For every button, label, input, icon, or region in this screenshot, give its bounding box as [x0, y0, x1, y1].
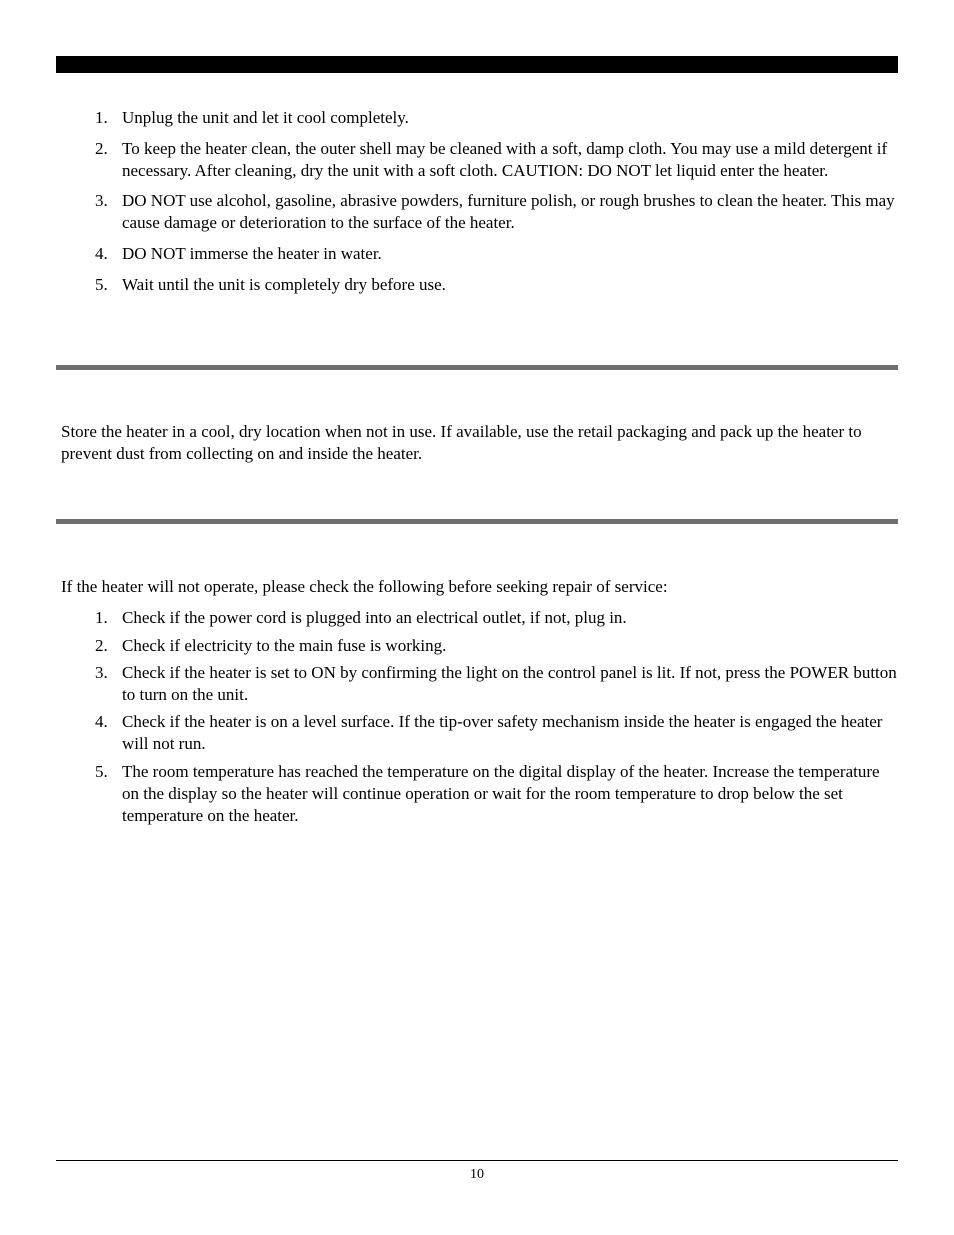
list-number: 3. — [95, 663, 108, 682]
list-text: Check if electricity to the main fuse is working. — [122, 636, 447, 655]
list-text: DO NOT immerse the heater in water. — [122, 244, 382, 263]
list-number: 1. — [95, 608, 108, 627]
troubleshooting-list — [0, 607, 900, 827]
section-header-bar — [56, 56, 898, 73]
list-item — [0, 138, 900, 182]
list-item — [0, 190, 900, 234]
list-item — [0, 761, 900, 827]
list-number: 4. — [95, 244, 108, 263]
list-text: The room temperature has reached the temperature on the digital display of the heater. Increase the temperature on the display so the heater will continue operation or wait for the room temperature to drop below the set temperature on the heater. — [122, 762, 880, 825]
footer-rule — [56, 1160, 898, 1161]
list-item — [0, 607, 900, 629]
troubleshooting-intro: If the heater will not operate, please check the following before seeking repair of service: — [61, 577, 668, 596]
list-item — [0, 243, 900, 265]
list-item — [0, 274, 900, 296]
page-number: 10 — [470, 1167, 484, 1182]
list-number: 2. — [95, 139, 108, 158]
list-item — [0, 711, 900, 755]
list-item — [0, 107, 900, 129]
section-divider-storage — [56, 365, 898, 370]
list-number: 3. — [95, 191, 108, 210]
list-text: Wait until the unit is completely dry before use. — [122, 275, 446, 294]
list-text: Check if the heater is on a level surface. If the tip-over safety mechanism inside the heater is engaged the heater will not run. — [122, 712, 883, 753]
list-number: 5. — [95, 275, 108, 294]
list-text: DO NOT use alcohol, gasoline, abrasive powders, furniture polish, or rough brushes to clean the heater. This may cause damage or deterioration to the surface of the heater. — [122, 191, 895, 232]
list-number: 4. — [95, 712, 108, 731]
list-number: 2. — [95, 636, 108, 655]
list-number: 1. — [95, 108, 108, 127]
list-text: Check if the power cord is plugged into an electrical outlet, if not, plug in. — [122, 608, 627, 627]
list-text: Check if the heater is set to ON by confirming the light on the control panel is lit. If not, press the POWER button to turn on the unit. — [122, 663, 897, 704]
storage-paragraph: Store the heater in a cool, dry location when not in use. If available, use the retail packaging and pack up the heater to prevent dust from collecting on and inside the heater. — [61, 422, 862, 463]
list-item — [0, 662, 900, 706]
list-item — [0, 635, 900, 657]
list-text: To keep the heater clean, the outer shell may be cleaned with a soft, damp cloth. You may use a mild detergent if necessary. After cleaning, dry the unit with a soft cloth. CAUTION: DO NOT let liquid enter the heater. — [122, 139, 888, 180]
list-text: Unplug the unit and let it cool completely. — [122, 108, 409, 127]
cleaning-list — [0, 107, 900, 296]
section-divider-troubleshooting — [56, 519, 898, 524]
list-number: 5. — [95, 762, 108, 781]
